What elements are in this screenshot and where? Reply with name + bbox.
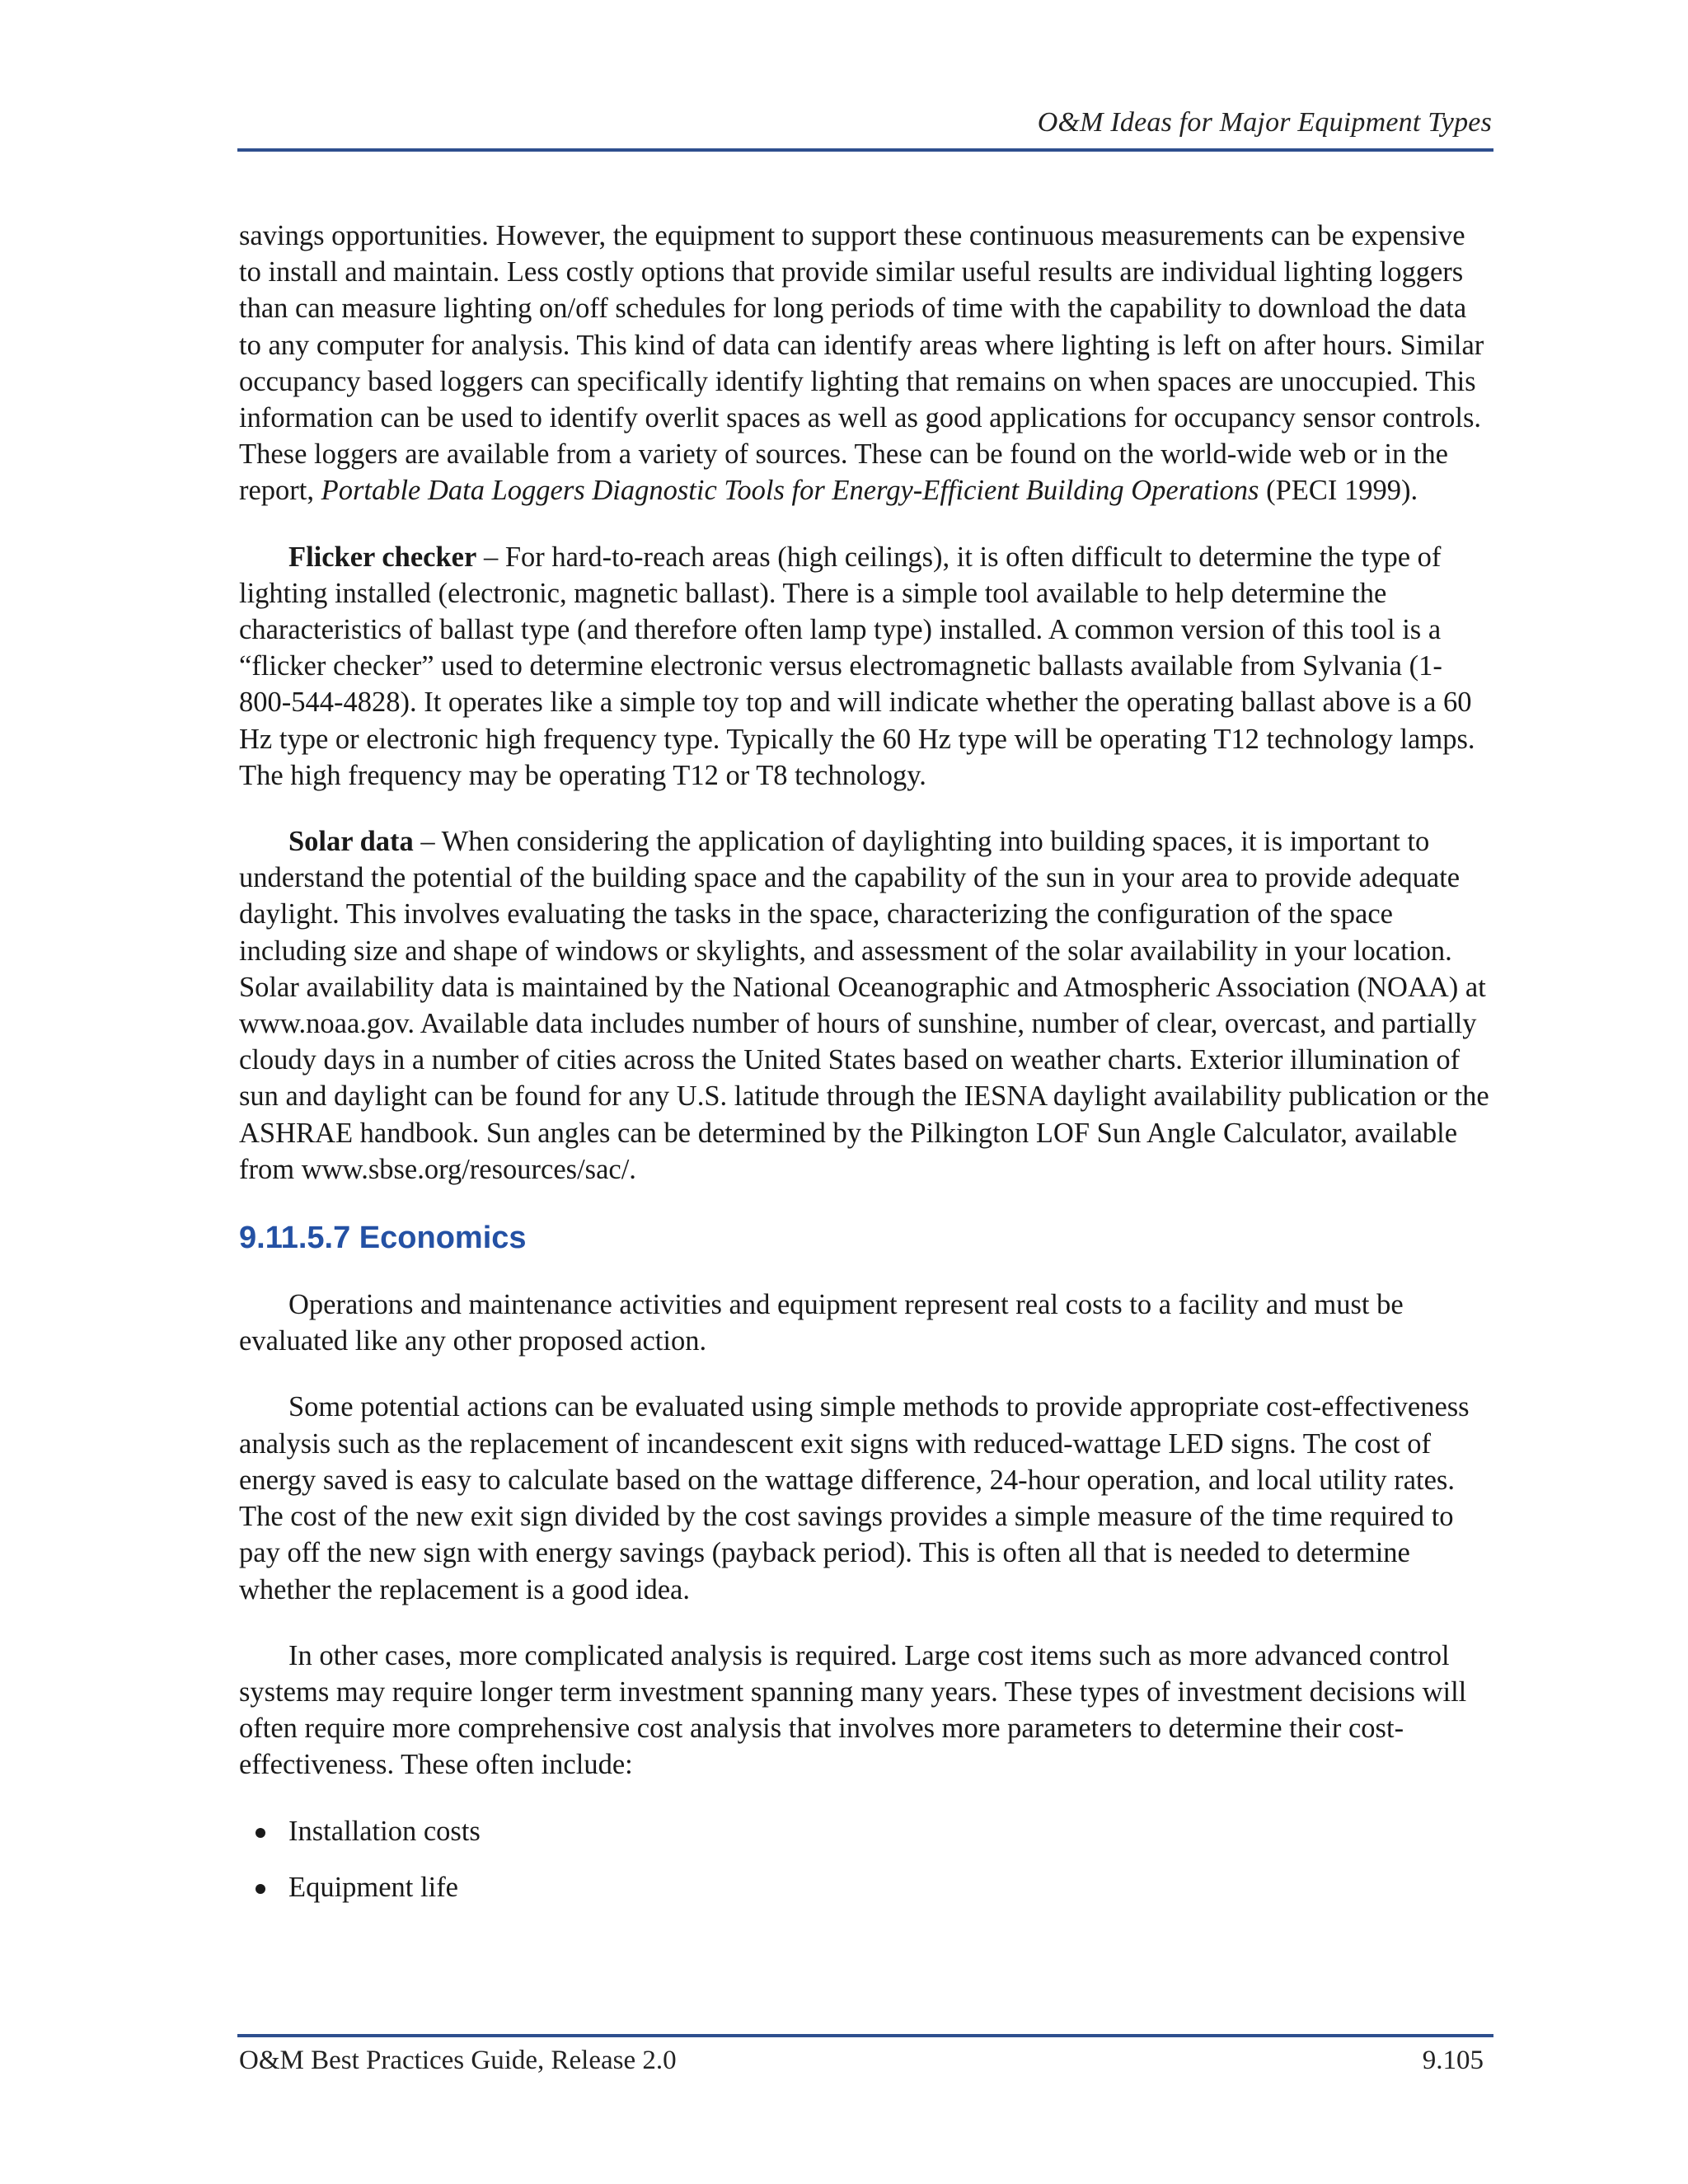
paragraph-solar-data [239,823,1493,1188]
running-header: O&M Ideas for Major Equipment Types [1037,107,1492,138]
list-item-text: Installation costs [288,1815,481,1847]
list-item [239,1869,1493,1905]
bullet-icon [256,1828,265,1838]
page-number: 9.105 [1422,2046,1484,2075]
paragraph-text-tail: (PECI 1999). [1259,475,1418,507]
parameter-list [239,1813,1493,1905]
list-item-text: Equipment life [288,1871,458,1903]
paragraph-economics-intro: Operations and maintenance activities and equipment represent real costs to a facility and must be evaluated like any other proposed action. [239,1289,1404,1357]
footer-rule [237,2034,1493,2037]
paragraph-complex-analysis: In other cases, more complicated analysis is required. Large cost items such as more advanced control systems may require longer term investment spanning many years. These types of investment decisions will often require more comprehensive cost analysis that involves more parameters to determine their cost-effectiveness. These often include: [239,1639,1467,1781]
footer-title: O&M Best Practices Guide, Release 2.0 [239,2046,677,2075]
run-in-heading: Flicker checker [288,541,477,573]
section-heading: 9.11.5.7 Economics [239,1221,527,1256]
run-in-heading: Solar data [288,826,414,858]
bullet-icon [256,1884,265,1894]
paragraph-data-loggers [239,218,1493,509]
paragraph-flicker-checker [239,539,1493,794]
body-text [239,218,1493,1925]
paragraph-text: savings opportunities. However, the equipment to support these continuous measurements can be expensive to install and maintain. Less costly options that provide similar useful results are individual lighting loggers than can measure lighting on/off schedules for long periods of time with the capability to download the data to any computer for analysis. This kind of data can identify areas where lighting is left on after hours. Similar occupancy based loggers can specifically identify lighting that remains on when spaces are unoccupied. This information can be used to identify overlit spaces as well as good applications for occupancy sensor controls. These loggers are available from a variety of sources. These can be found on the world-wide web or in the report, [239,220,1484,507]
header-rule [237,148,1493,152]
list-item [239,1813,1493,1849]
paragraph-text: – When considering the application of daylighting into building spaces, it is important to understand the potential of the building space and the capability of the sun in your area to provide adequate daylight. This involves evaluating the tasks in the space, characterizing the configuration of the space including size and shape of windows or skylights, and assessment of the solar availability in your location. Solar availability data is maintained by the National Oceanographic and Atmospheric Association (NOAA) at www.noaa.gov. Available data includes number of hours of sunshine, number of clear, overcast, and partially cloudy days in a number of cities across the United States based on weather charts. Exterior illumination of sun and daylight can be found for any U.S. latitude through the IESNA daylight availability publication or the ASHRAE handbook. Sun angles can be determined by the Pilkington LOF Sun Angle Calculator, available from www.sbse.org/resources/sac/. [239,826,1489,1185]
paragraph-text: – For hard-to-reach areas (high ceilings), it is often difficult to determine the type of lighting installed (electronic, magnetic ballast). There is a simple tool available to help determine the characteristics of ballast type (and therefore often lamp type) installed. A common version of this tool is a “flicker checker” used to determine electronic versus electromagnetic ballasts available from Sylvania (1-800-544-4828). It operates like a simple toy top and will indicate whether the operating ballast above is a 60 Hz type or electronic high frequency type. Typically the 60 Hz type will be operating T12 technology lamps. The high frequency may be operating T12 or T8 technology. [239,541,1475,791]
report-title: Portable Data Loggers Diagnostic Tools for Energy-Efficient Building Operations [321,475,1259,507]
paragraph-simple-methods: Some potential actions can be evaluated using simple methods to provide appropriate cost-effectiveness analysis such as the replacement of incandescent exit signs with reduced-wattage LED signs. The cost of energy saved is easy to calculate based on the wattage difference, 24-hour operation, and local utility rates. The cost of the new exit sign divided by the cost savings provides a simple measure of the time required to pay off the new sign with energy savings (payback period). This is often all that is needed to determine whether the replacement is a good idea. [239,1391,1470,1605]
